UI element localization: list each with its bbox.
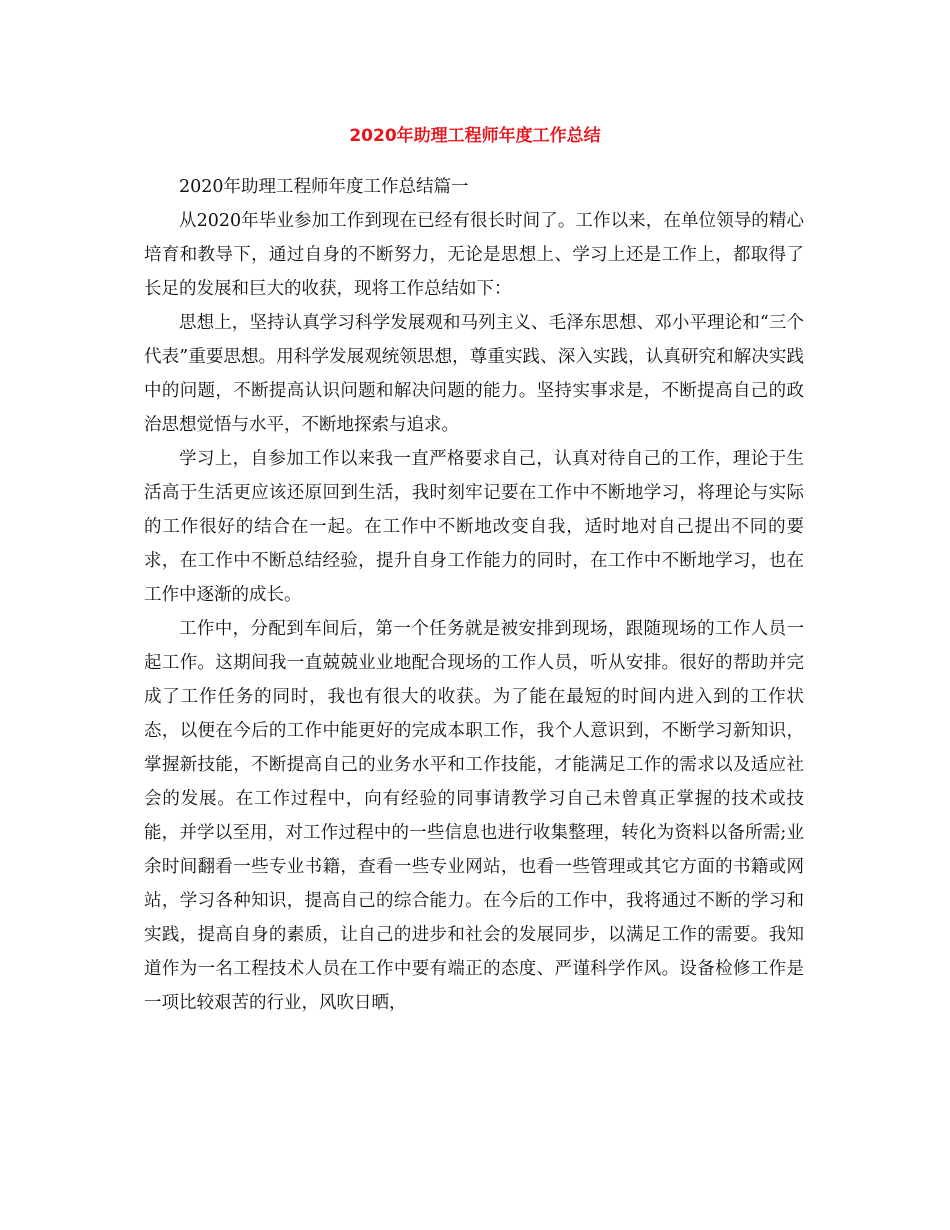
section-heading: 2020年助理工程师年度工作总结篇一 — [179, 177, 469, 197]
document-body — [144, 170, 804, 1020]
paragraph-work: 工作中，分配到车间后，第一个任务就是被安排到现场，跟随现场的工作人员一起工作。这期间我一直兢兢业业地配合现场的工作人员，听从安排。很好的帮助并完成了工作任务的同时，我也有很大的收获。为了能在最短的时间内进入到的工作状态，以便在今后的工作中能更好的完成本职工作，我个人意识到，不断学习新知识，掌握新技能，不断提高自己的业务水平和工作技能，才能满足工作的需求以及适应社会的发展。在工作过程中，向有经验的同事请教学习自己未曾真正掌握的技术或技能，并学以至用，对工作过程中的一些信息也进行收集整理，转化为资料以备所需;业余时间翻看一些专业书籍，查看一些专业网站，也看一些管理或其它方面的书籍或网站，学习各种知识，提高自己的综合能力。在今后的工作中，我将通过不断的学习和实践，提高自身的素质，让自己的进步和社会的发展同步，以满足工作的需要。我知道作为一名工程技术人员在工作中要有端正的态度、严谨科学作风。设备检修工作是一项比较艰苦的行业，风吹日晒， — [144, 619, 804, 1013]
paragraph-thought: 思想上，坚持认真学习科学发展观和马列主义、毛泽东思想、邓小平理论和“三个代表”重要思想。用科学发展观统领思想，尊重实践、深入实践，认真研究和解决实践中的问题，不断提高认识问题和解决问题的能力。坚持实事求是，不断提高自己的政治思想觉悟与水平，不断地探索与追求。 — [144, 313, 804, 435]
document-title: 2020年助理工程师年度工作总结 — [349, 126, 601, 146]
paragraph-intro: 从2020年毕业参加工作到现在已经有很长时间了。工作以来，在单位领导的精心培育和教导下，通过自身的不断努力，无论是思想上、学习上还是工作上，都取得了长足的发展和巨大的收获，现将工作总结如下： — [144, 211, 804, 299]
paragraph-study: 学习上，自参加工作以来我一直严格要求自己，认真对待自己的工作，理论于生活高于生活更应该还原回到生活，我时刻牢记要在工作中不断地学习，将理论与实际的工作很好的结合在一起。在工作中不断地改变自我，适时地对自己提出不同的要求，在工作中不断总结经验，提升自身工作能力的同时，在工作中不断地学习，也在工作中逐渐的成长。 — [144, 449, 804, 605]
